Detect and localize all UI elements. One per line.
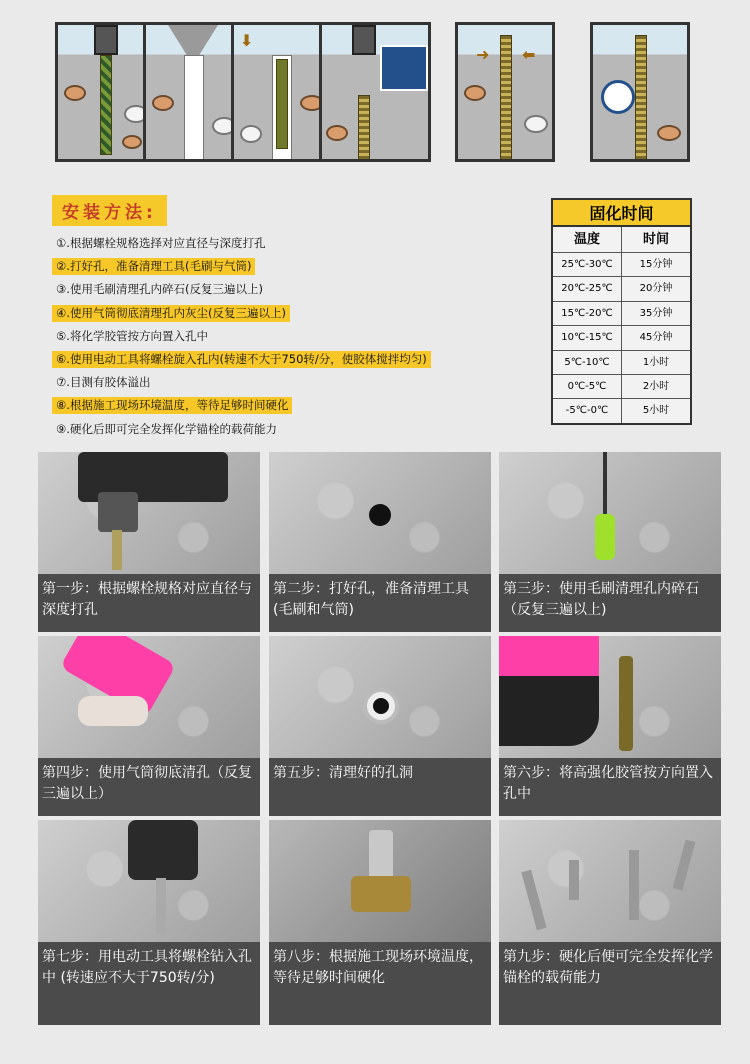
- step-card-7: [38, 820, 260, 1025]
- step-photo-final-anchors: [499, 820, 721, 942]
- step-card-8: [269, 820, 491, 1025]
- step-card-4: [38, 636, 260, 816]
- install-method-title: 安装方法:: [52, 195, 167, 226]
- step-photo-brush: [499, 452, 721, 574]
- table-row: 5℃-10℃ 1小时: [553, 351, 690, 375]
- diagram-drilling: [55, 22, 155, 162]
- photo-steps-grid: [0, 440, 750, 1064]
- clock-icon: [601, 80, 635, 114]
- curing-time-table: [551, 198, 692, 425]
- install-method-panel: [52, 195, 532, 441]
- arrow-right-icon: ➜: [476, 45, 490, 64]
- install-step: ⑧.根据施工现场环境温度，等待足够时间硬化: [52, 394, 532, 417]
- install-step: ①.根据螺栓规格选择对应直径与深度打孔: [56, 236, 266, 250]
- step-card-1: [38, 452, 260, 632]
- table-row: 10℃-15℃ 45分钟: [553, 326, 690, 350]
- step-caption: 第一步：根据螺栓规格对应直径与深度打孔: [38, 574, 260, 632]
- step-photo-hole: [269, 452, 491, 574]
- diagram-curing: [590, 22, 690, 162]
- install-diagram-strip: [0, 0, 750, 440]
- install-step: ⑥.使用电动工具将螺栓旋入孔内(转速不大于750转/分，使胶体搅拌均匀): [52, 348, 532, 371]
- table-row: -5℃-0℃ 5小时: [553, 399, 690, 422]
- table-row: 0℃-5℃ 2小时: [553, 375, 690, 399]
- step-card-5: [269, 636, 491, 816]
- anchor-rod-icon: [358, 95, 370, 160]
- curing-table-header: [553, 227, 690, 253]
- header-temperature: 温度: [553, 227, 622, 252]
- anchor-rod-icon: [635, 35, 647, 160]
- diagram-insert-rod: [319, 22, 431, 162]
- step-photo-drilling: [38, 452, 260, 574]
- install-step: ②.打好孔，准备清理工具(毛刷与气筒): [52, 255, 532, 278]
- step-photo-drive-rod: [38, 820, 260, 942]
- step-photo-blower: [38, 636, 260, 758]
- step-card-6: [499, 636, 721, 816]
- step-caption: 第六步：将高强化胶管按方向置入孔中: [499, 758, 721, 816]
- step-caption: 第四步：使用气筒彻底清孔（反复三遍以上）: [38, 758, 260, 816]
- diagram-capsule: [231, 22, 331, 162]
- power-tool-icon: [352, 25, 376, 55]
- install-steps-list: [52, 232, 532, 441]
- step-caption: 第三步：使用毛刷清理孔内碎石（反复三遍以上): [499, 574, 721, 632]
- anchor-rod-icon: [500, 35, 512, 160]
- step-photo-capsule: [499, 636, 721, 758]
- step-photo-clean-hole: [269, 636, 491, 758]
- step-caption: 第八步：根据施工现场环境温度，等待足够时间硬化: [269, 942, 491, 1025]
- install-step: ⑨.硬化后即可完全发挥化学锚栓的载荷能力: [56, 421, 277, 436]
- resin-capsule-icon: [276, 59, 288, 149]
- inset-tool-icon: [380, 45, 428, 91]
- curing-table-title: 固化时间: [553, 200, 690, 227]
- arrow-left-icon: ⬅: [522, 45, 536, 64]
- table-row: 25℃-30℃ 15分钟: [553, 253, 690, 277]
- down-arrow-icon: ⬇: [240, 31, 254, 50]
- header-time: 时间: [642, 232, 669, 247]
- step-card-9: [499, 820, 721, 1025]
- diagram-excess-resin: [455, 22, 555, 162]
- table-row: 20℃-25℃ 20分钟: [553, 277, 690, 301]
- drill-bit-icon: [100, 55, 112, 155]
- step-card-2: [269, 452, 491, 632]
- drill-chuck-icon: [94, 25, 118, 55]
- install-step: ④.使用气筒彻底清理孔内灰尘(反复三遍以上): [52, 302, 532, 325]
- step-caption: 第七步：用电动工具将螺栓钻入孔中 (转速应不大于750转/分): [38, 942, 260, 1025]
- step-caption: 第五步：清理好的孔洞: [269, 758, 491, 816]
- diagram-brushing: [143, 22, 243, 162]
- step-caption: 第九步：硬化后便可完全发挥化学锚栓的载荷能力: [499, 942, 721, 1025]
- step-card-3: [499, 452, 721, 632]
- table-row: 15℃-20℃ 35分钟: [553, 302, 690, 326]
- step-photo-curing: [269, 820, 491, 942]
- step-caption: 第二步：打好孔，准备清理工具(毛刷和气筒): [269, 574, 491, 632]
- install-step: ⑤.将化学胶管按方向置入孔中: [56, 328, 208, 343]
- install-step: ⑦.目测有胶体溢出: [56, 375, 151, 390]
- drilled-hole: [184, 55, 204, 162]
- install-step: ③.使用毛刷清理孔内碎石(反复三遍以上): [56, 282, 263, 297]
